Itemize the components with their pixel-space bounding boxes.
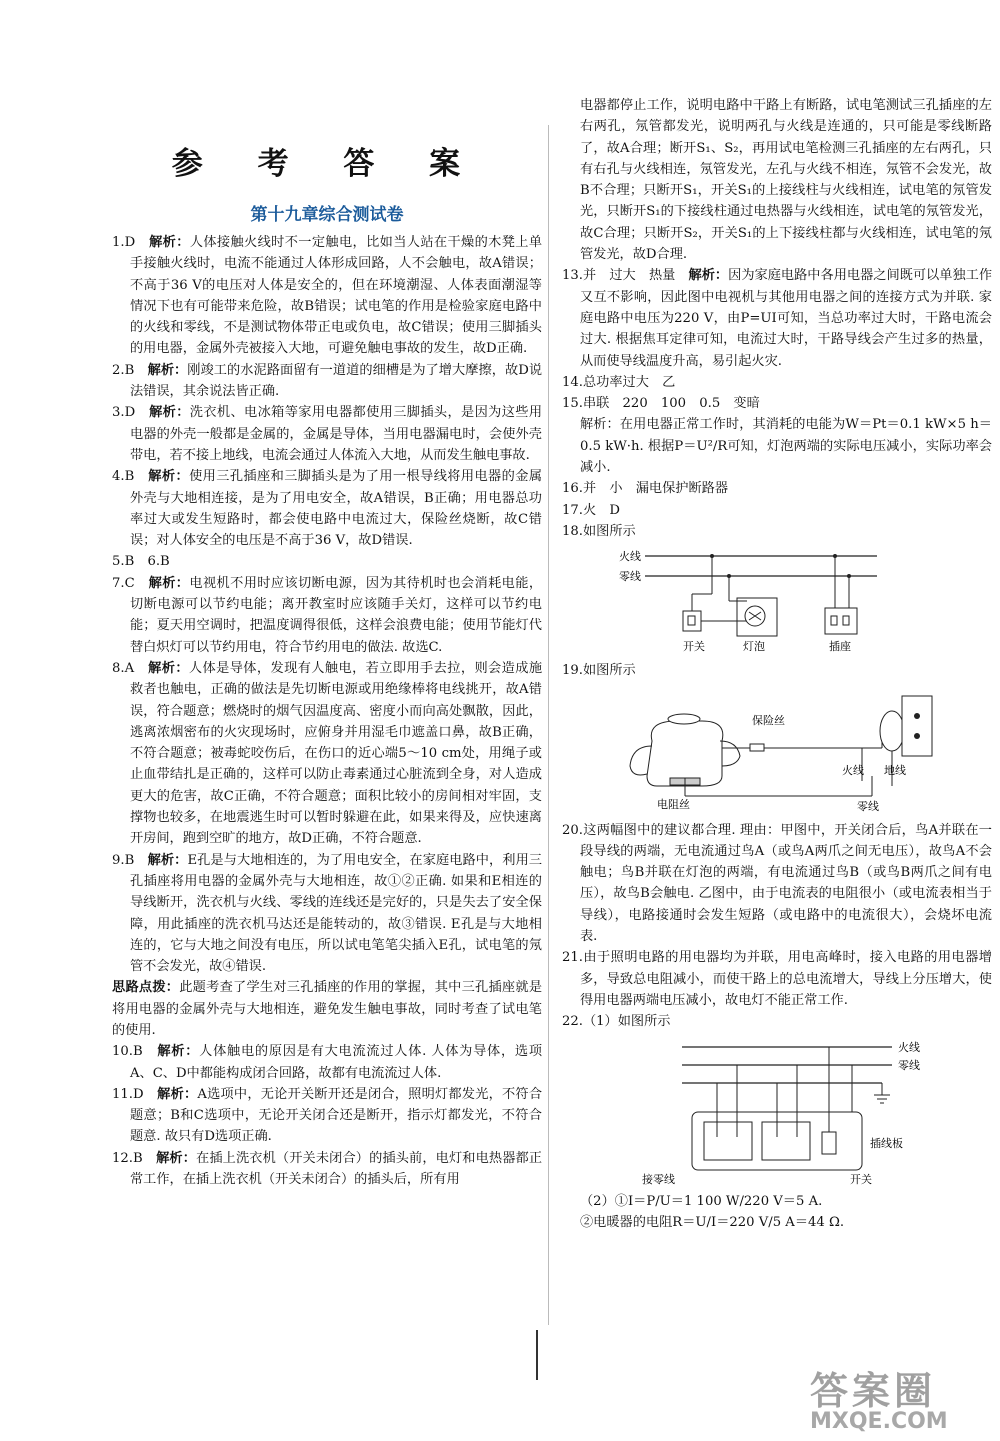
answer-item-15: 15.串联 220 100 0.5 变暗 [562,396,760,412]
answer-item-11 [112,1084,542,1148]
answer-item-14: 14.总功率过大 乙 [562,374,676,390]
tip-label: 思路点拨： [112,980,180,996]
answer-text: 人体触电的原因是有大电流流过人体. 人体为导体，选项A、C、D中都能构成闭合回路，故都有电流流过人体. [130,1044,543,1081]
switch-label: 开关 [850,1172,872,1186]
live-label: 火线 [842,763,864,777]
analysis-label: 解析： [148,575,190,591]
answer-item-5-6 [112,551,542,572]
outlet-2 [762,1122,810,1160]
answer-number: 5.B 6.B [112,554,170,570]
chapter-subtitle: 第十九章综合测试卷 [250,205,404,225]
analysis-label: 解析： [147,362,188,378]
analysis-label: 解析： [157,1086,198,1102]
answer-item-9 [112,850,542,978]
switch-icon [822,1132,836,1154]
answer-item-17: 17.火 D [562,502,620,518]
answer-text: 洗衣机、电冰箱等家用电器都使用三脚插头，是因为这些用电器的外壳一般都是金属的，金属是导体，当用电器漏电时，会使外壳带电，若不接上地线，电流会通过人体流入大地，从而发生触电事故. [130,405,543,463]
analysis-label: 解析： [688,268,729,284]
answer-number: 9.B [112,852,135,868]
answer-number: 4.B [112,469,135,485]
answer-text: 在插上洗衣机（开关未闭合）的插头前，电灯和电热器都正常工作，在插上洗衣机（开关未闭合）的插头后，所有用 [130,1150,543,1188]
answer-text: 使用三孔插座和三脚插头是为了用一根导线将用电器的金属外壳与大地相连接，是为了用电安全，故A错误，B正确；用电器总功率过大或发生短路时，都会使电路中电流过大，保险丝烧断，故C错误；对人体安全的电压是不高于36 V，故D错误. [130,469,543,549]
switch-label: 开关 [683,640,705,654]
answer-item-7 [112,573,542,658]
answer-number: 8.A [112,660,135,676]
analysis-label: 解析： [149,235,190,250]
answer-text: 电视机不用时应该切断电源，因为其待机时也会消耗电能，切断电源可以节约电能；离开教室时应该随手关灯，这样可以节约电能；夏天用空调时，把温度调得很低，这样会浪费电能；使用节能灯代替白炽灯可以节约用电，符合节约用电的做法. 故选C. [130,575,543,655]
answer-number: 2.B [112,362,135,378]
earthwire-label: 接零线 [642,1172,675,1186]
plug-icon [880,711,904,751]
answer-text: E孔是与大地相连的，为了用电安全，在家庭电路中，利用三孔插座将用电器的金属外壳与大地相连，故①②正确. 如果和E相连的导线断开，洗衣机与火线、零线的连线还是完好的，只是失去了安全保障，用此插座的洗衣机马达还是能转动的，故③错误. E孔是与大地相连的，它与大地之间没有电压，所以试电笔笔尖插入E孔，试电笔的氖管不会发光，故④错误. [130,852,543,975]
answer-number: 1.D [112,235,136,250]
left-column [112,232,542,1190]
answer-item-22: 22.（1）如图所示 [562,1014,671,1030]
bulb-label: 灯泡 [743,640,765,654]
fuse-icon [750,744,764,751]
answer-item-20: 20.这两幅图中的建议都合理. 理由：甲图中，开关闭合后，鸟A并联在一段导线的两端，无电流通过鸟A（或鸟A两爪之间无电压），故鸟A不会触电；鸟B并联在灯泡的两端，有电流通过鸟B（或鸟B两爪之间有电压），故鸟B会触电. 乙图中，由于电流表的电阻很小（或电流表相当于导线），电路接通时会发生短路（或电路中的电流很大），会烧坏电流表. [562,822,992,945]
answer-number: 13.并 过大 热量 [562,268,676,284]
answer-item-12-continued: 电器都停止工作，说明电路中干路上有断路，试电笔测试三孔插座的左右两孔，氖管都发光，说明两孔与火线是连通的，只可能是零线断路了，故A合理；断开S₁、S₂，再用试电笔检测三孔插座的左右两孔，只有右孔与火线相连，氖管发光，左孔与火线不相连，氖管不会发光，故B不合理；只断开S₁，开关S₁的上接线柱与火线相连，试电笔的氖管发光，只断开S₁的下接线柱通过电热器与火线相连，试电笔的氖管发光，故C合理；只断开S₂，开关S₁的上下接线柱都与火线相连，试电笔的氖管发光，故D合理. [580,98,992,263]
answer-item-18: 18.如图所示 [562,523,636,539]
watermark-top: 答案圈 [810,1369,937,1413]
circuit-diagram-22 [562,1037,992,1187]
analysis-label: 解析： [157,1044,200,1060]
circuit-diagram-19 [562,686,992,816]
analysis-label: 解析： [156,1150,197,1166]
column-divider [548,125,549,1325]
answer-item-16: 16.并 小 漏电保护断路器 [562,481,729,497]
analysis-label: 解析： [149,405,190,421]
answer-number: 10.B [112,1044,143,1060]
socket-icon [831,616,837,625]
answer-number: 3.D [112,405,136,421]
answer-item-3 [112,402,542,466]
circuit-19-svg [602,686,942,816]
circuit-22-svg [612,1037,952,1187]
circuit-diagram-18 [562,546,992,656]
answer-item-12 [112,1148,542,1191]
circuit-18-svg [617,546,917,656]
neutral-label: 零线 [898,1058,920,1072]
right-column [562,95,992,1233]
watermark-logo [810,1360,995,1440]
thinking-tip [112,977,542,1041]
outlet-1 [704,1122,752,1160]
answer-item-2 [112,360,542,403]
tip-text: 此题考查了学生对三孔插座的作用的掌握，其中三孔插座就是将用电器的金属外壳与大地相连，避免发生触电事故，同时考查了试电笔的使用. [112,980,543,1038]
answer-item-10 [112,1041,542,1084]
socket-label: 插座 [829,640,851,654]
answer-item-1 [112,232,542,360]
answer-item-22-part2a: （2）①I＝P/U＝1 100 W/220 V＝5 A. [580,1193,823,1209]
neutral-wire-label: 零线 [619,570,641,584]
socket-box [825,608,857,634]
board-label: 插线板 [870,1136,903,1150]
analysis-label: 解析： [148,469,190,485]
answer-number: 11.D [112,1086,144,1102]
answer-item-19: 19.如图所示 [562,663,636,679]
neutral-label: 零线 [857,799,879,813]
answer-item-8 [112,658,542,850]
answer-text: A选项中，无论开关断开还是闭合，照明灯都发光，不符合题意；B和C选项中，无论开关闭合还是断开，指示灯都发光，不符合题意. 故只有D选项正确. [130,1086,543,1145]
answer-number: 12.B [112,1150,143,1166]
switch-icon [688,616,695,625]
live-wire-label: 火线 [619,550,641,564]
fuse-label: 保险丝 [752,713,785,727]
answer-item-13 [562,265,992,371]
answer-number: 7.C [112,575,135,591]
answer-text: 人体接触火线时不一定触电，比如当人站在干燥的木凳上单手接触火线时，电流不能通过人体形成回路，人不会触电，故A错误；不高于36 V的电压对人体是安全的，但在环境潮湿、人体表面潮湿等情况下也有可能带来危险，故B错误；试电笔的作用是检验家庭电路中的火线和零线，不是测试物体带正电或负电，故C错误；使用三脚插头的用电器，金属外壳被接入大地，可避免触电事故的发生，故D正确. [130,235,543,357]
kettle-icon [647,721,723,786]
answer-text: 因为家庭电路中各用电器之间既可以单独工作又互不影响，因此图中电视机与其他用电器之间的连接方式为并联. 家庭电路中电压为220 V，由P=UI可知，当总功率过大时，干路电流会过大. 根据焦耳定律可知，电流过大时，干路导线会产生过多的热量，从而使导线温度升高，易引起火灾. [580,268,993,369]
analysis-label: 解析： [148,660,189,676]
analysis-label: 解析： [147,852,188,868]
answer-item-4 [112,466,542,551]
heater-label: 电阻丝 [657,797,690,811]
binding-mark [536,1330,538,1380]
answer-text: 刚竣工的水泥路面留有一道道的细槽是为了增大摩擦，故D说法错误，其余说法皆正确. [130,362,543,400]
answer-item-15-text: 解析：在用电器正常工作时，其消耗的电能为W＝Pt＝0.1 kW×5 h＝0.5 kW·h. 根据P＝U²/R可知，灯泡两端的实际电压减小，实际功率会减小. [580,417,992,476]
answer-item-22-part2b: ②电暖器的电阻R＝U/I＝220 V/5 A＝44 Ω. [580,1214,845,1230]
answer-item-21: 21.由于照明电路的用电器均为并联，用电高峰时，接入电路的用电器增多，导致总电阻减小，而使干路上的总电流增大，导线上分压增大，使得用电器两端电压减小，故电灯不能正常工作. [562,950,992,1008]
answer-text: 人体是导体，发现有人触电，若立即用手去拉，则会造成施救者也触电，正确的做法是先切断电源或用绝缘棒将电线挑开，故A错误，符合题意；燃烧时的烟气因温度高、密度小而向高处飘散，因此，逃离浓烟密布的火灾现场时，应俯身并用湿毛巾遮盖口鼻，故B正确，不符合题意；被毒蛇咬伤后，在伤口的近心端5～10 cm处，用绳子或止血带结扎是正确的，这样可以防止毒素通过心脏流到全身，对人造成更大的危害，故C正确，不符合题意；面积比较小的房间相对牢固，支撑物也较多，在地震逃生时可以暂时躲避在此，如果来得及，应快速离开房间，跑到空旷的地方，故D正确，不符合题意. [130,660,543,847]
earth-label: 地线 [884,763,906,777]
live-label: 火线 [898,1040,920,1054]
wall-socket-icon [902,696,932,756]
page-title: 参 考 答 案 [171,146,483,182]
watermark-bottom: MXQE.COM [810,1409,948,1434]
